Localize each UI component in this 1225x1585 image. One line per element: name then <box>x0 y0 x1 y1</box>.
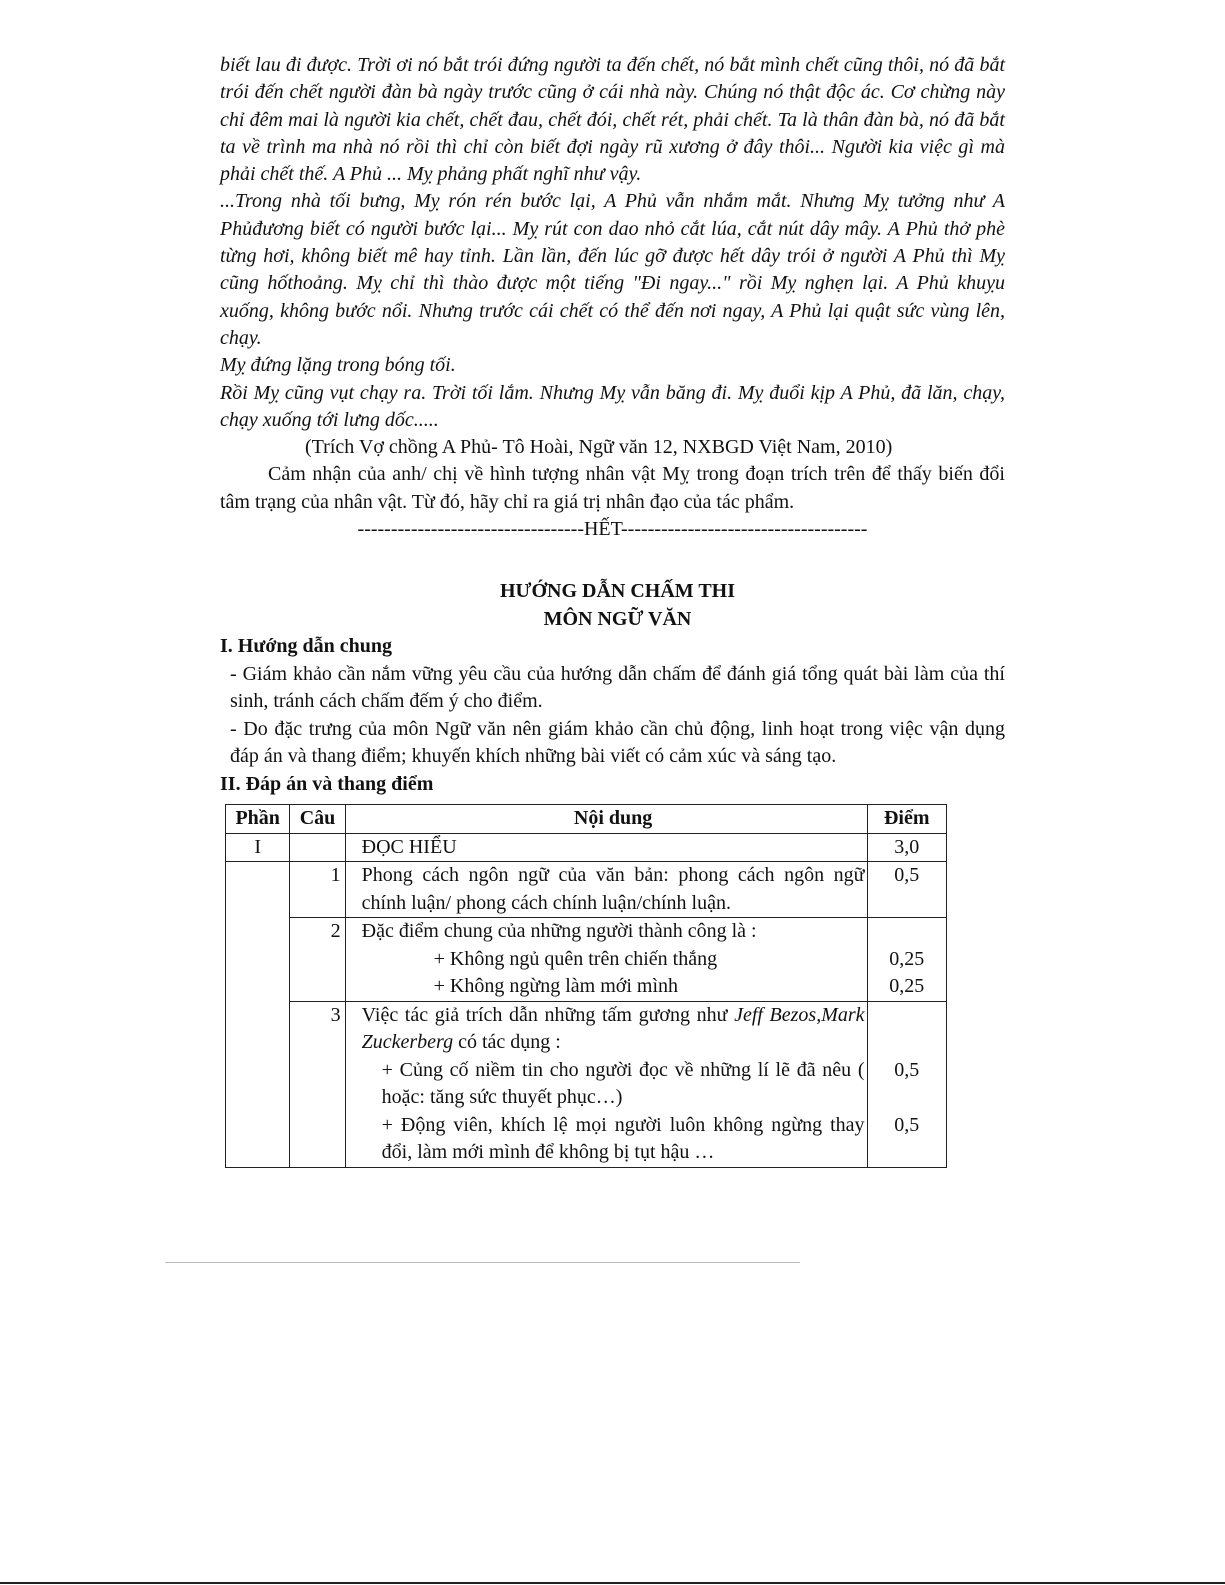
question-cell: 3 <box>290 1001 345 1167</box>
score-cell: 3,0 <box>867 833 946 862</box>
question-cell: 2 <box>290 918 345 1002</box>
section-heading: II. Đáp án và thang điểm <box>220 772 434 795</box>
score-value: 0,25 <box>889 975 925 997</box>
content-cell: Phong cách ngôn ngữ của văn bản: phong cách ngôn ngữ chính luận/ phong cách chính luận/chính luận. <box>345 862 867 918</box>
table-row <box>226 833 947 862</box>
question-cell: 1 <box>290 862 345 918</box>
header-content: Nội dung <box>345 805 867 834</box>
excerpt-paragraph: Mỵ đứng lặng trong bóng tối. <box>220 354 456 377</box>
content-line: Đặc điểm chung của những người thành công là : <box>361 920 757 942</box>
page-bottom-border <box>0 1582 1225 1584</box>
part-cell <box>226 862 290 1168</box>
content-cell: ĐỌC HIỂU <box>345 833 867 862</box>
excerpt-paragraph: ...Trong nhà tối bưng, Mỵ rón rén bước lại, A Phủ vẫn nhắm mắt. Nhưng Mỵ tưởng như A Phủđương biết có người bước lại... Mỵ rút con dao nhỏ cắt lúa, cắt nút dây mây. A Phủ thở phè từng hơi, không biết mê hay tỉnh. Lần lần, đến lúc gỡ được hết dây trói ở người A Phủ thì Mỵ cũng hốthoảng. Mỵ chỉ thì thào được một tiếng "Đi ngay..." rồi Mỵ nghẹn lại. A Phủ khuỵu xuống, không bước nổi. Nhưng trước cái chết có thể đến nơi ngay, A Phủ lại quật sức vùng lên, chạy. <box>220 190 1005 349</box>
content-cell <box>345 1001 867 1167</box>
table-row <box>226 918 947 1002</box>
footer-divider <box>165 1262 800 1263</box>
score-value: 0,25 <box>889 947 925 970</box>
content-line: Việc tác giả trích dẫn những tấm gương như Jeff Bezos,Mark Zuckerberg có tác dụng : <box>361 1003 865 1053</box>
content-line: + Không ngủ quên trên chiến thắng <box>433 947 718 970</box>
guide-bullet: - Giám khảo cần nắm vững yêu cầu của hướng dẫn chấm để đánh giá tổng quát bài làm của thí sinh, tránh cách chấm đếm ý cho điểm. <box>230 662 1005 712</box>
header-question: Câu <box>290 805 345 834</box>
score-value: 0,5 <box>894 1058 920 1081</box>
content-line: + Động viên, khích lệ mọi người luôn không ngừng thay đổi, làm mới mình để không bị tụt hậu … <box>381 1113 865 1163</box>
question-cell <box>290 833 345 862</box>
table-row <box>226 1001 947 1167</box>
grading-guide <box>220 578 1005 798</box>
score-cell <box>867 918 946 1002</box>
table-header-row <box>226 805 947 834</box>
part-cell: I <box>226 833 290 862</box>
cited-names: Jeff Bezos,Mark Zuckerberg <box>361 1003 865 1053</box>
table-row <box>226 862 947 918</box>
section-heading: I. Hướng dẫn chung <box>220 635 393 657</box>
excerpt-paragraph: biết lau đi được. Trời ơi nó bắt trói đứng người ta đến chết, nó bắt mình chết cũng thôi, nó đã bắt trói đến chết người đàn bà ngày trước cũng ở cái nhà này. Chúng nó thật độc ác. Cơ chừng này chỉ đêm mai là người kia chết, chết đau, chết đói, chết rét, phải chết. Ta là thân đàn bà, nó đã bắt ta về trình ma nhà nó rồi thì chỉ còn biết đợi ngày rũ xương ở đây thôi... Người kia việc gì mà phải chết thế. A Phủ ... Mỵ phảng phất nghĩ như vậy. <box>220 54 1005 186</box>
score-value: 0,5 <box>894 1113 920 1136</box>
score-cell: 0,5 <box>867 862 946 918</box>
guide-title: HƯỚNG DẪN CHẤM THI <box>500 580 735 602</box>
excerpt-attribution: (Trích Vợ chồng A Phủ- Tô Hoài, Ngữ văn 12, NXBGD Việt Nam, 2010) <box>305 436 893 459</box>
essay-prompt: Cảm nhận của anh/ chị về hình tượng nhân vật Mỵ trong đoạn trích trên để thấy biến đổi tâm trạng của nhân vật. Từ đó, hãy chỉ ra giá trị nhân đạo của tác phẩm. <box>220 463 1005 513</box>
content-cell <box>345 918 867 1002</box>
content-line: + Củng cố niềm tin cho người đọc về những lí lẽ đã nêu ( hoặc: tăng sức thuyết phục…) <box>381 1058 865 1108</box>
end-marker: ----------------------------------HẾT------------------------------------- <box>357 518 868 541</box>
guide-bullet: - Do đặc trưng của môn Ngữ văn nên giám khảo cần chủ động, linh hoạt trong việc vận dụng đáp án và thang điểm; khuyến khích những bài viết có cảm xúc và sáng tạo. <box>230 717 1005 767</box>
score-cell <box>867 1001 946 1167</box>
excerpt-paragraph: Rồi Mỵ cũng vụt chạy ra. Trời tối lắm. Nhưng Mỵ vẫn băng đi. Mỵ đuổi kịp A Phủ, đã lăn, chạy, chạy xuống tới lưng dốc..... <box>220 381 1005 431</box>
header-score: Điểm <box>867 805 946 834</box>
literary-excerpt <box>220 52 1005 543</box>
header-part: Phần <box>226 805 290 834</box>
guide-subtitle: MÔN NGỮ VĂN <box>543 607 692 630</box>
content-line: + Không ngừng làm mới mình <box>433 975 678 997</box>
answer-score-table <box>225 804 947 1168</box>
